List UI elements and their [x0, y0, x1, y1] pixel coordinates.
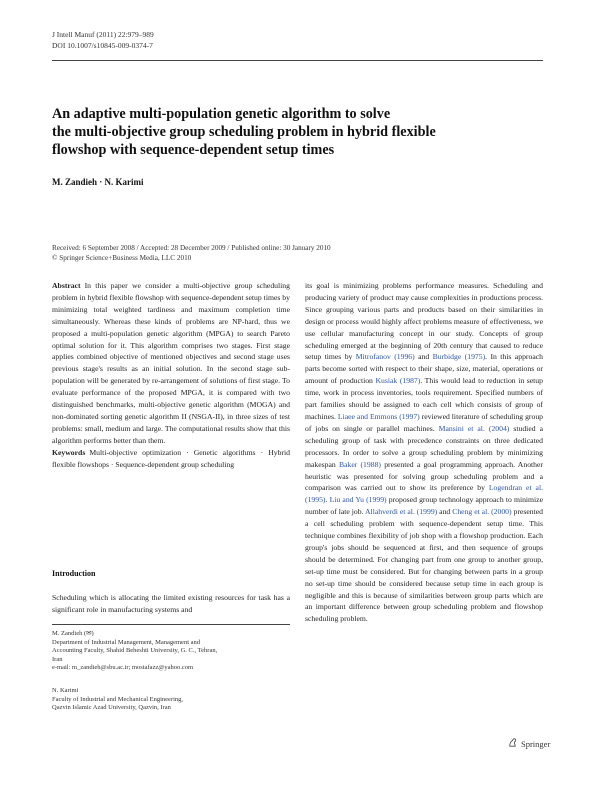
body-text: and [437, 507, 453, 517]
body-text: studied a scheduling group of task with precedence constraints on three dedicated processors. In order to solve a group scheduling problem by minimizing makespan [305, 423, 543, 469]
publisher-logo [507, 737, 550, 750]
citation-link[interactable]: Mansini et al. (2004) [438, 423, 510, 433]
body-text: . In this approach parts become sorted with respect to their shape, size, material, operations or amount of production [305, 352, 543, 386]
body-text: reviewed literature of scheduling group of jobs on single or parallel machines. [305, 411, 544, 433]
affiliation-2 [52, 687, 290, 713]
body-text: . This would lead to reduction in setup time, work in process inventories, tools requirement. Specified numbers of part families should be assigned to each cell which consists of group of machines. [305, 376, 543, 421]
affiliation-1-line-2: Accounting Faculty, Shahid Beheshti University, G. C., Tehran, [52, 647, 218, 655]
citation-link[interactable]: Mitrofanov (1996) [355, 352, 415, 362]
citation-link[interactable]: Logendran et al. (1995) [305, 483, 543, 505]
body-text: presented a cell scheduling problem with sequence-dependent setup time. This technique combines flexibility of job shop with a flowshop production. Each group's jobs should be sequenced at first, and then sequence of groups should be determined. For changing part from one group to another group, set-up time must be considered. But for changing between parts in a group no set-up time should be considered because setup time in each group is negligible and this is because of similarities between group parts which are an important difference between group scheduling problem and flowshop scheduling problem. [305, 507, 543, 624]
affiliation-2-name: N. Karimi [52, 687, 79, 694]
keywords-text: Multi-objective optimization · Genetic algorithms · Hybrid flexible flowshops · Sequence-dependent group scheduling [52, 447, 290, 469]
publisher-name: Springer [521, 738, 551, 749]
affiliation-rule [52, 624, 290, 625]
paper-title [52, 105, 522, 159]
citation-link[interactable]: Baker (1988) [338, 459, 381, 469]
affiliation-1-name: M. Zandieh (✉) [52, 630, 94, 637]
affiliation-2-line-2: Qazvin Islamic Azad University, Qazvin, Iran [52, 704, 171, 712]
citation-link[interactable]: Cheng et al. (2000) [452, 507, 512, 517]
left-column [52, 280, 290, 471]
introduction-heading: Introduction [52, 569, 96, 578]
springer-horse-icon [507, 737, 518, 750]
affiliation-1-email[interactable]: e-mail: m_zandieh@sbu.ac.ir; mostafazz@yahoo.com [52, 664, 194, 672]
body-text: and [414, 352, 433, 362]
affiliation-2-line-1: Faculty of Industrial and Mechanical Engineering, [52, 695, 184, 703]
citation-link[interactable]: Kusiak (1987) [375, 376, 421, 386]
keywords [52, 447, 290, 471]
keywords-label: Keywords [52, 447, 86, 457]
publication-dates: Received: 6 September 2008 / Accepted: 28 December 2009 / Published online: 30 January 2010 [52, 244, 331, 252]
abstract-label: Abstract [52, 281, 81, 290]
citation-link[interactable]: Allahverdi et al. (1999) [365, 507, 438, 517]
journal-header [52, 30, 154, 51]
journal-citation: J Intell Manuf (2011) 22:979–989 [52, 30, 154, 39]
body-text: . [325, 495, 330, 505]
doi: DOI 10.1007/s10845-009-0374-7 [52, 40, 153, 50]
introduction [52, 592, 290, 616]
affiliation-1-line-3: Iran [52, 655, 63, 663]
title-line-3: flowshop with sequence-dependent setup times [52, 142, 335, 158]
copyright: © Springer Science+Business Media, LLC 2010 [52, 254, 192, 262]
title-line-1: An adaptive multi-population genetic algorithm to solve [52, 106, 391, 122]
citation-link[interactable]: Liu and Yu (1999) [329, 495, 387, 505]
affiliation-1 [52, 630, 290, 673]
authors: M. Zandieh · N. Karimi [52, 177, 144, 187]
title-line-2: the multi-objective group scheduling problem in hybrid flexible [52, 124, 436, 140]
body-text: its goal is minimizing problems performance measures. Scheduling and producing variety of product may cause complexities in productions process. Since grouping various parts and products based on their similarities in design or process would highly affect problems measure of effectiveness, we use cellular manufacturing concept in our study. Concepts of group scheduling emerged at the beginning of 20th century that caused to reduce setup times by [305, 281, 543, 362]
header-rule [52, 60, 543, 61]
abstract-text: In this paper we consider a multi-objective group scheduling problem in hybrid flexible flowshop with sequence-dependent setup times by minimizing total weighted tardiness and maximum completion time simultaneously. Whereas these kinds of problems are NP-hard, thus we proposed a multi-population genetic algorithm (MPGA) to search Pareto optimal solution for it. This algorithm comprises two stages. First stage applies combined objective of mentioned objectives and second stage uses previous stage's results as an initial solution. In the second stage sub-population will be generated by re-arrangement of solutions of first stage. To evaluate performance of the proposed MPGA, it is compared with two distinguished benchmarks, multi-objective genetic algorithm (MOGA) and non-dominated sorting genetic algorithm II (NSGA-II), in three sizes of test problems: small, medium and large. The computational results show that this algorithm performs better than them. [52, 281, 290, 445]
citation-link[interactable]: Liaee and Emmons (1997) [337, 411, 420, 421]
body-paragraph [305, 280, 543, 625]
right-column [305, 280, 543, 625]
received-info [52, 243, 331, 263]
affiliation-1-line-1: Department of Industrial Management, Management and [52, 638, 201, 646]
introduction-text: Scheduling which is allocating the limited existing resources for task has a significant role in manufacturing systems and [52, 593, 290, 614]
body-text: proposed group technology approach to minimize number of late job. [305, 495, 544, 517]
body-text: presented a goal programming approach. Another heuristic was presented for solving group scheduling problem and a comparison was carried out to show its preference by [305, 459, 543, 493]
citation-link[interactable]: Burbidge (1975) [432, 352, 486, 362]
abstract [52, 280, 290, 447]
